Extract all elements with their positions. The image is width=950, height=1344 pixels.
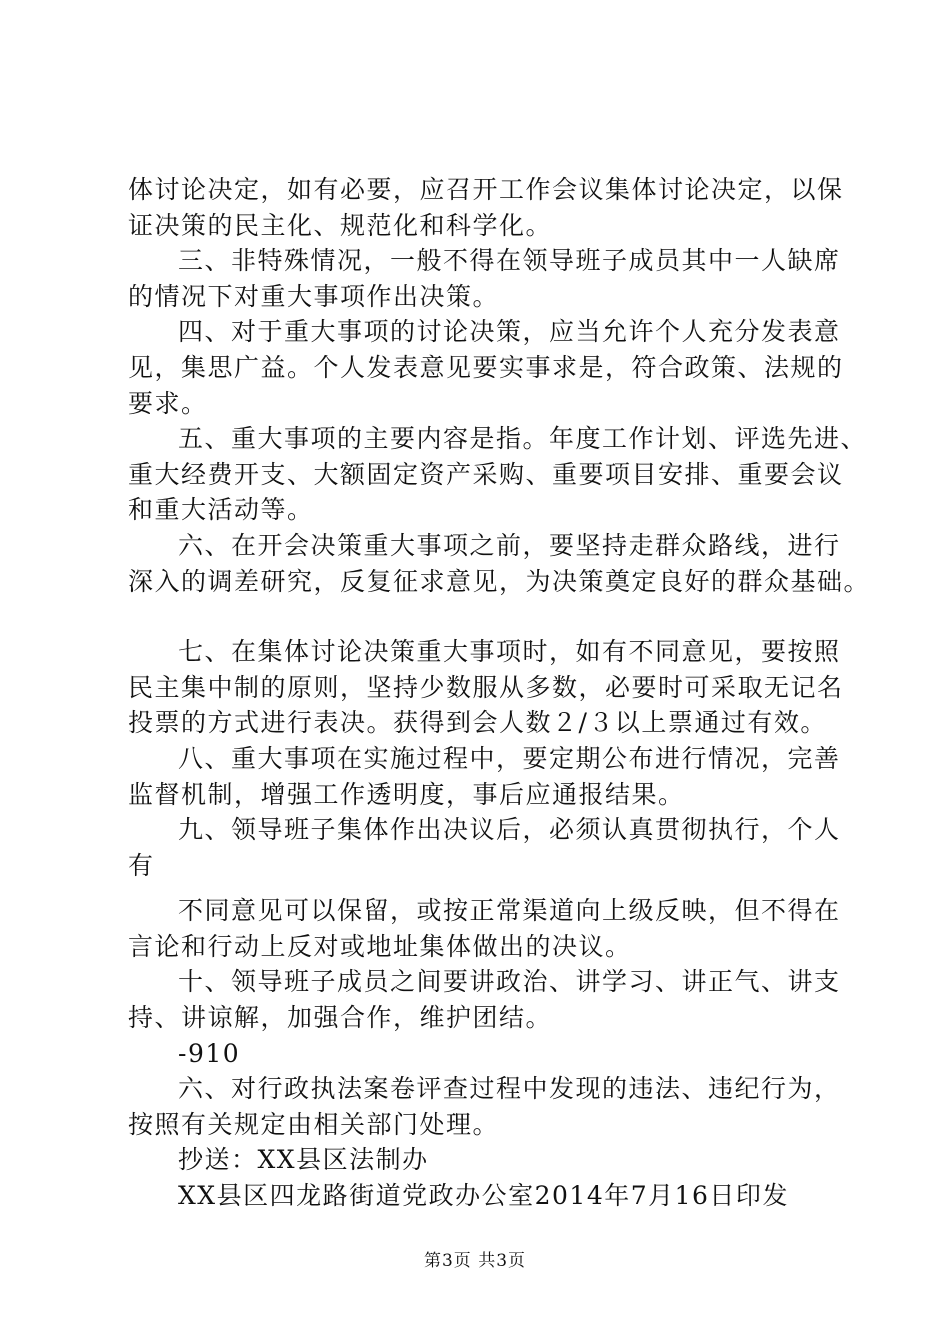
body-line: 体讨论决定，如有必要，应召开工作会议集体讨论决定，以保 xyxy=(128,175,844,204)
body-line: 持、讲谅解，加强合作，维护团结。 xyxy=(128,1003,553,1033)
paragraph-3-start: 三、非特殊情况，一般不得在领导班子成员其中一人缺席 xyxy=(178,246,841,276)
body-line: 投票的方式进行表决。获得到会人数２/３以上票通过有效。 xyxy=(128,708,827,738)
paragraph-7-start: 七、在集体讨论决策重大事项时，如有不同意见，要按照 xyxy=(178,637,841,667)
paragraph-4-start: 四、对于重大事项的讨论决策，应当允许个人充分发表意 xyxy=(178,317,841,347)
paragraph-10-start: 十、领导班子成员之间要讲政治、讲学习、讲正气、讲支 xyxy=(178,967,841,997)
cc-line: 抄送：XX县区法制办 xyxy=(178,1145,429,1175)
paragraph-8-start: 八、重大事项在实施过程中，要定期公布进行情况，完善 xyxy=(178,743,841,773)
paragraph-6-start: 六、在开会决策重大事项之前，要坚持走群众路线，进行 xyxy=(178,530,841,560)
paragraph-gap xyxy=(128,883,840,893)
paragraph-9-continued: 不同意见可以保留，或按正常渠道向上级反映，但不得在 xyxy=(178,896,841,926)
paragraph-9-start: 九、领导班子集体作出决议后，必须认真贯彻执行，个人 xyxy=(178,815,841,845)
body-line: 证决策的民主化、规范化和科学化。 xyxy=(128,210,553,240)
page-number: 第3页 共3页 xyxy=(423,1251,527,1271)
issuer-line: XX县区四龙路街道党政办公室2014年7月16日印发 xyxy=(178,1181,789,1211)
paragraph-gap xyxy=(128,599,840,634)
body-line: 见，集思广益。个人发表意见要实事求是，符合政策、法规的 xyxy=(128,352,844,382)
body-line: 监督机制，增强工作透明度，事后应通报结果。 xyxy=(128,779,685,809)
paragraph-5-start: 五、重大事项的主要内容是指。年度工作计划、评选先进、 xyxy=(178,424,868,454)
document-body xyxy=(128,172,871,1214)
body-line: 民主集中制的原则，坚持少数服从多数，必要时可采取无记名 xyxy=(128,672,844,702)
body-line: 要求。 xyxy=(128,388,208,418)
body-line: 的情况下对重大事项作出决策。 xyxy=(128,281,500,311)
body-line: 重大经费开支、大额固定资产采购、重要项目安排、重要会议 xyxy=(128,459,844,489)
paragraph-six-start: 六、对行政执法案卷评查过程中发现的违法、违纪行为， xyxy=(178,1074,841,1104)
page-marker: -910 xyxy=(178,1038,241,1068)
body-line: 深入的调差研究，反复征求意见，为决策奠定良好的群众基础。 xyxy=(128,566,871,596)
body-line: 和重大活动等。 xyxy=(128,495,314,525)
page-footer xyxy=(0,1246,950,1271)
body-line: 按照有关规定由相关部门处理。 xyxy=(128,1109,500,1139)
body-line: 言论和行动上反对或地址集体做出的决议。 xyxy=(128,931,632,961)
body-line: 有 xyxy=(128,850,155,880)
